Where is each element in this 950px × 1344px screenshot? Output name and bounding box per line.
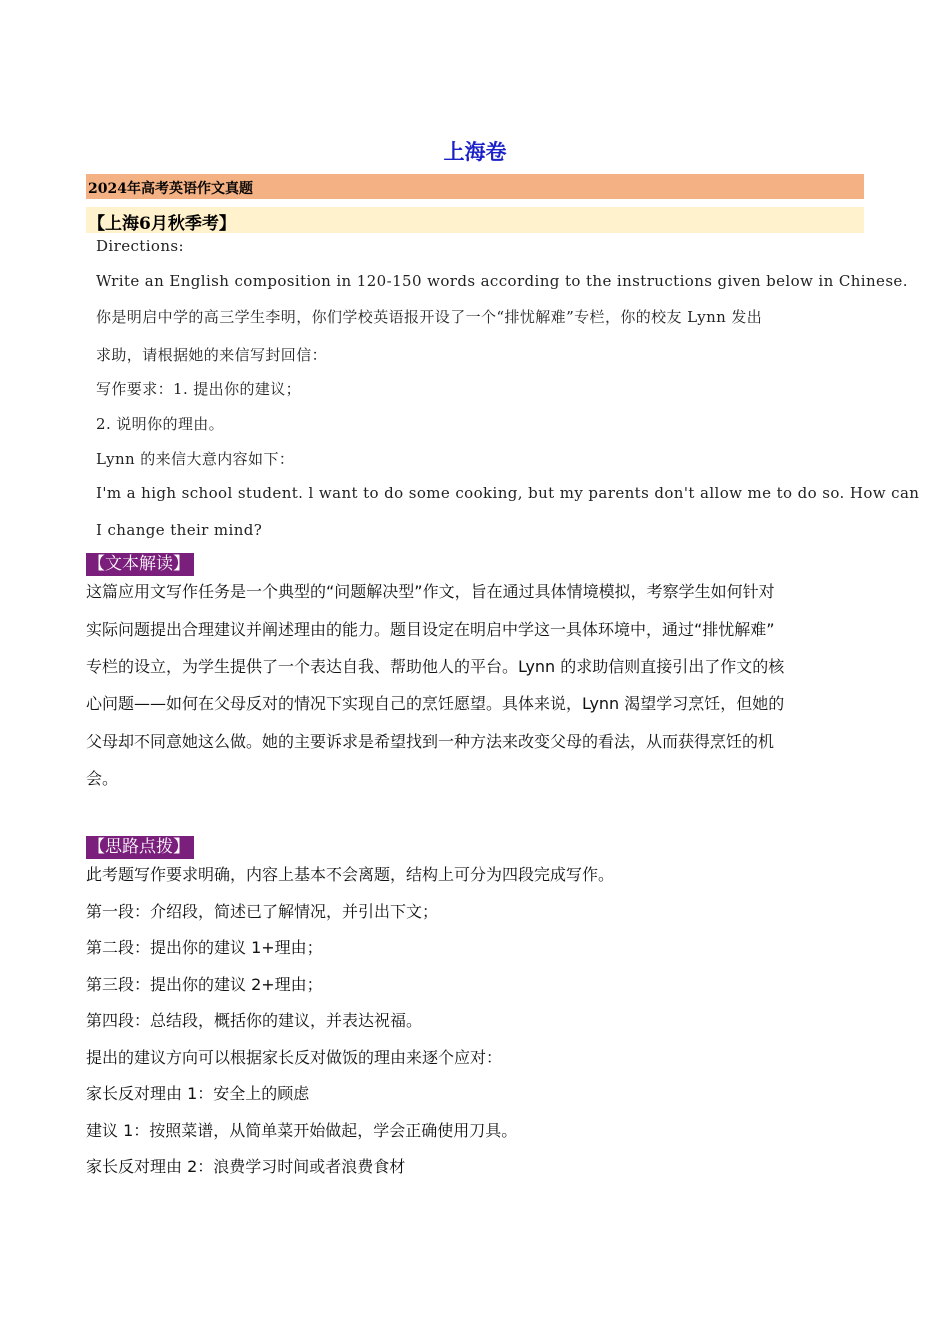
ideas-line: 此考题写作要求明确，内容上基本不会离题，结构上可分为四段完成写作。: [86, 865, 615, 884]
reading-line: 这篇应用文写作任务是一个典型的“问题解决型”作文，旨在通过具体情境模拟，考察学生如何针对: [86, 582, 775, 601]
ideas-line: 第四段：总结段，概括你的建议，并表达祝福。: [86, 1011, 423, 1030]
prompt-line: Write an English composition in 120-150 words according to the instructions given below in Chinese.: [96, 272, 908, 290]
exam-label-band: [86, 207, 864, 233]
reading-line: 心问题——如何在父母反对的情况下实现自己的烹饪愿望。具体来说，Lynn 渴望学习烹饪，但她的: [86, 694, 785, 713]
ideas-line: 家长反对理由 1：安全上的顾虑: [86, 1084, 310, 1103]
ideas-line: 第三段：提出你的建议 2+理由；: [86, 975, 323, 994]
prompt-line: Directions:: [96, 237, 184, 255]
prompt-line: 你是明启中学的高三学生李明，你们学校英语报开设了一个“排忧解难”专栏，你的校友 Lynn 发出: [96, 308, 763, 326]
reading-line: 专栏的设立，为学生提供了一个表达自我、帮助他人的平台。Lynn 的求助信则直接引出了作文的核: [86, 657, 785, 676]
reading-line: 父母却不同意她这么做。她的主要诉求是希望找到一种方法来改变父母的看法，从而获得烹饪的机: [86, 732, 775, 751]
section-header: 2024年高考英语作文真题: [88, 181, 253, 197]
prompt-line: 写作要求：1. 提出你的建议；: [96, 380, 302, 398]
prompt-line: Lynn 的来信大意内容如下：: [96, 450, 295, 468]
reading-line: 实际问题提出合理建议并阐述理由的能力。题目设定在明启中学这一具体环境中，通过“排忧解难”: [86, 620, 775, 639]
ideas-line: 第一段：介绍段，简述已了解情况，并引出下文；: [86, 902, 439, 921]
ideas-line: 第二段：提出你的建议 1+理由；: [86, 938, 323, 957]
exam-label: 【上海6月秋季考】: [88, 214, 236, 234]
ideas-line: 提出的建议方向可以根据家长反对做饭的理由来逐个应对：: [86, 1048, 503, 1067]
prompt-line: I change their mind?: [96, 521, 263, 539]
page-title: 上海卷: [443, 139, 507, 164]
ideas-tag: 【思路点拨】: [86, 836, 194, 859]
prompt-line: I'm a high school student. l want to do some cooking, but my parents don't allow me to do so. How can: [96, 484, 920, 502]
ideas-line: 建议 1：按照菜谱，从简单菜开始做起，学会正确使用刀具。: [86, 1121, 518, 1140]
prompt-line: 求助，请根据她的来信写封回信：: [96, 346, 328, 364]
reading-line: 会。: [86, 769, 119, 788]
section-header-band: [86, 174, 864, 199]
reading-tag: 【文本解读】: [86, 553, 194, 576]
prompt-line: 2. 说明你的理由。: [96, 415, 225, 433]
ideas-line: 家长反对理由 2：浪费学习时间或者浪费食材: [86, 1157, 406, 1176]
